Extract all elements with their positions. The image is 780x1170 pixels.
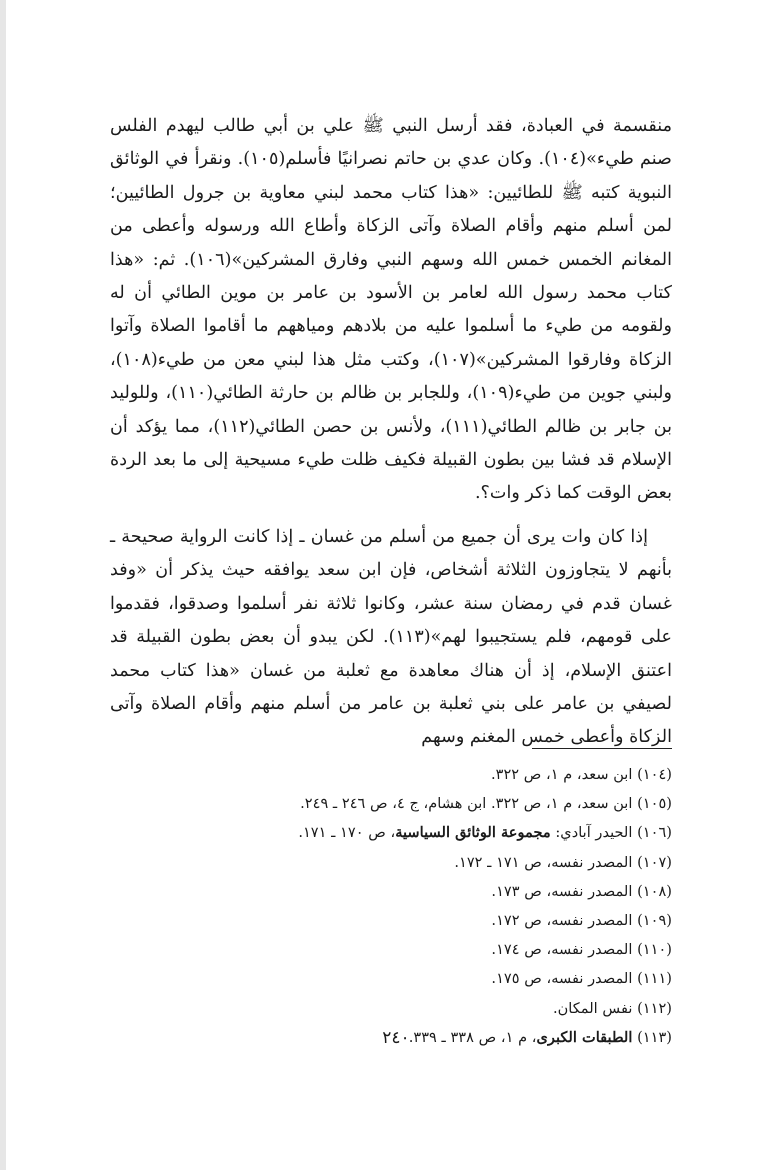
page-number: ٢٤٠ — [382, 1028, 410, 1048]
footnote-number: (١٠٦) — [637, 824, 672, 842]
footnote-text: المصدر نفسه، ص ١٧١ ـ ١٧٢. — [454, 853, 633, 871]
footnote-text: المصدر نفسه، ص ١٧٥. — [491, 970, 633, 988]
footnote-text: ابن سعد، م ١، ص ٣٢٢. — [490, 766, 633, 783]
footnotes-list — [110, 760, 672, 1052]
footnote-text: ، ص ١٧٠ ـ ١٧١. — [298, 824, 396, 842]
footnote-number: (١٠٧) — [637, 853, 672, 871]
footnote-number: (١١٠) — [637, 941, 672, 959]
footnote-number: (١٠٩) — [637, 912, 672, 930]
footnote-number: (١١١) — [637, 970, 672, 988]
footnote-number: (١١٣) — [637, 1028, 672, 1046]
footnote-111 — [110, 964, 672, 993]
footnote-number: (١٠٥) — [637, 795, 672, 813]
footnote-104 — [110, 760, 672, 789]
footnote-110 — [110, 935, 672, 964]
footnote-108 — [110, 877, 672, 906]
footnote-109 — [110, 906, 672, 935]
footnote-text: نفس المكان. — [552, 999, 633, 1017]
footnote-text: المصدر نفسه، ص ١٧٢. — [491, 912, 633, 930]
footnote-text: المصدر نفسه، ص ١٧٣. — [491, 882, 633, 900]
footnote-number: (١٠٨) — [637, 882, 672, 900]
paragraph-2: إذا كان وات يرى أن جميع من أسلم من غسان ـ إذا كانت الرواية صحيحة ـ بأنهم لا يتجاوزون الثلاثة أشخاص، فإن ابن سعد يوافقه حيث يذكر أن «وفد غسان قدم في رمضان سنة عشر، وكانوا ثلاثة نفر أسلموا وصدقوا، فقدموا على قومهم، فلم يستجيبوا لهم»(١١٣). لكن يبدو أن بعض بطون القبيلة قد اعتنق الإسلام، إذ أن هناك معاهدة مع ثعلبة من غسان «هذا كتاب محمد لصيفي بن عامر على بني ثعلبة بن عامر من أسلم منهم وأقام الصلاة وآتى الزكاة وأعطى خمس المغنم وسهم — [110, 526, 672, 748]
main-text — [110, 110, 672, 755]
footnote-text: ابن سعد، م ١، ص ٣٢٢. ابن هشام، ج ٤، ص ٢٤٦ ـ ٢٤٩. — [300, 795, 633, 813]
footnote-106 — [110, 818, 672, 847]
footnote-112 — [110, 994, 672, 1023]
book-title: الطبقات الكبرى — [536, 1028, 633, 1046]
footnote-number: (١١٢) — [637, 999, 672, 1017]
footnote-107 — [110, 848, 672, 877]
footnote-separator — [532, 748, 672, 749]
footnote-105 — [110, 789, 672, 818]
footnote-text: ، م ١، ص ٣٣٨ ـ ٣٣٩. — [408, 1028, 537, 1046]
footnote-text: المصدر نفسه، ص ١٧٤. — [491, 941, 633, 959]
footnote-text: الحيدر آبادي: — [550, 824, 633, 842]
book-title: مجموعة الوثائق السياسية — [395, 824, 551, 842]
footnote-number: (١٠٤) — [637, 766, 672, 783]
paragraph-1: منقسمة في العبادة، فقد أرسل النبي ﷺ علي بن أبي طالب ليهدم الفلس صنم طيء»(١٠٤). وكان عدي بن حاتم نصرانيًا فأسلم(١٠٥). ونقرأ في الوثائق النبوية كتبه ﷺ للطائيين: «هذا كتاب محمد لبني معاوية بن جرول الطائيين؛ لمن أسلم منهم وأقام الصلاة وآتى الزكاة وأطاع الله ورسوله وأعطى من المغانم الخمس خمس الله وسهم النبي وفارق المشركين»(١٠٦). ثم: «هذا كتاب محمد رسول الله لعامر بن الأسود بن عامر بن موين الطائي أن له ولقومه من طيء ما أسلموا عليه من بلادهم ومياههم ما أقاموا الصلاة وآتوا الزكاة وفارقوا المشركين»(١٠٧)، وكتب مثل هذا لبني معن من طيء(١٠٨)، ولبني جوين من طيء(١٠٩)، وللجابر بن ظالم بن حارثة الطائي(١١٠)، وللوليد بن جابر بن ظالم الطائي(١١١)، ولأنس بن حصن الطائي(١١٢)، مما يؤكد أن الإسلام قد فشا بين بطون القبيلة فكيف ظلت طيء مسيحية إلى ما بعد الردة بعض الوقت كما ذكر وات؟. — [110, 116, 672, 504]
